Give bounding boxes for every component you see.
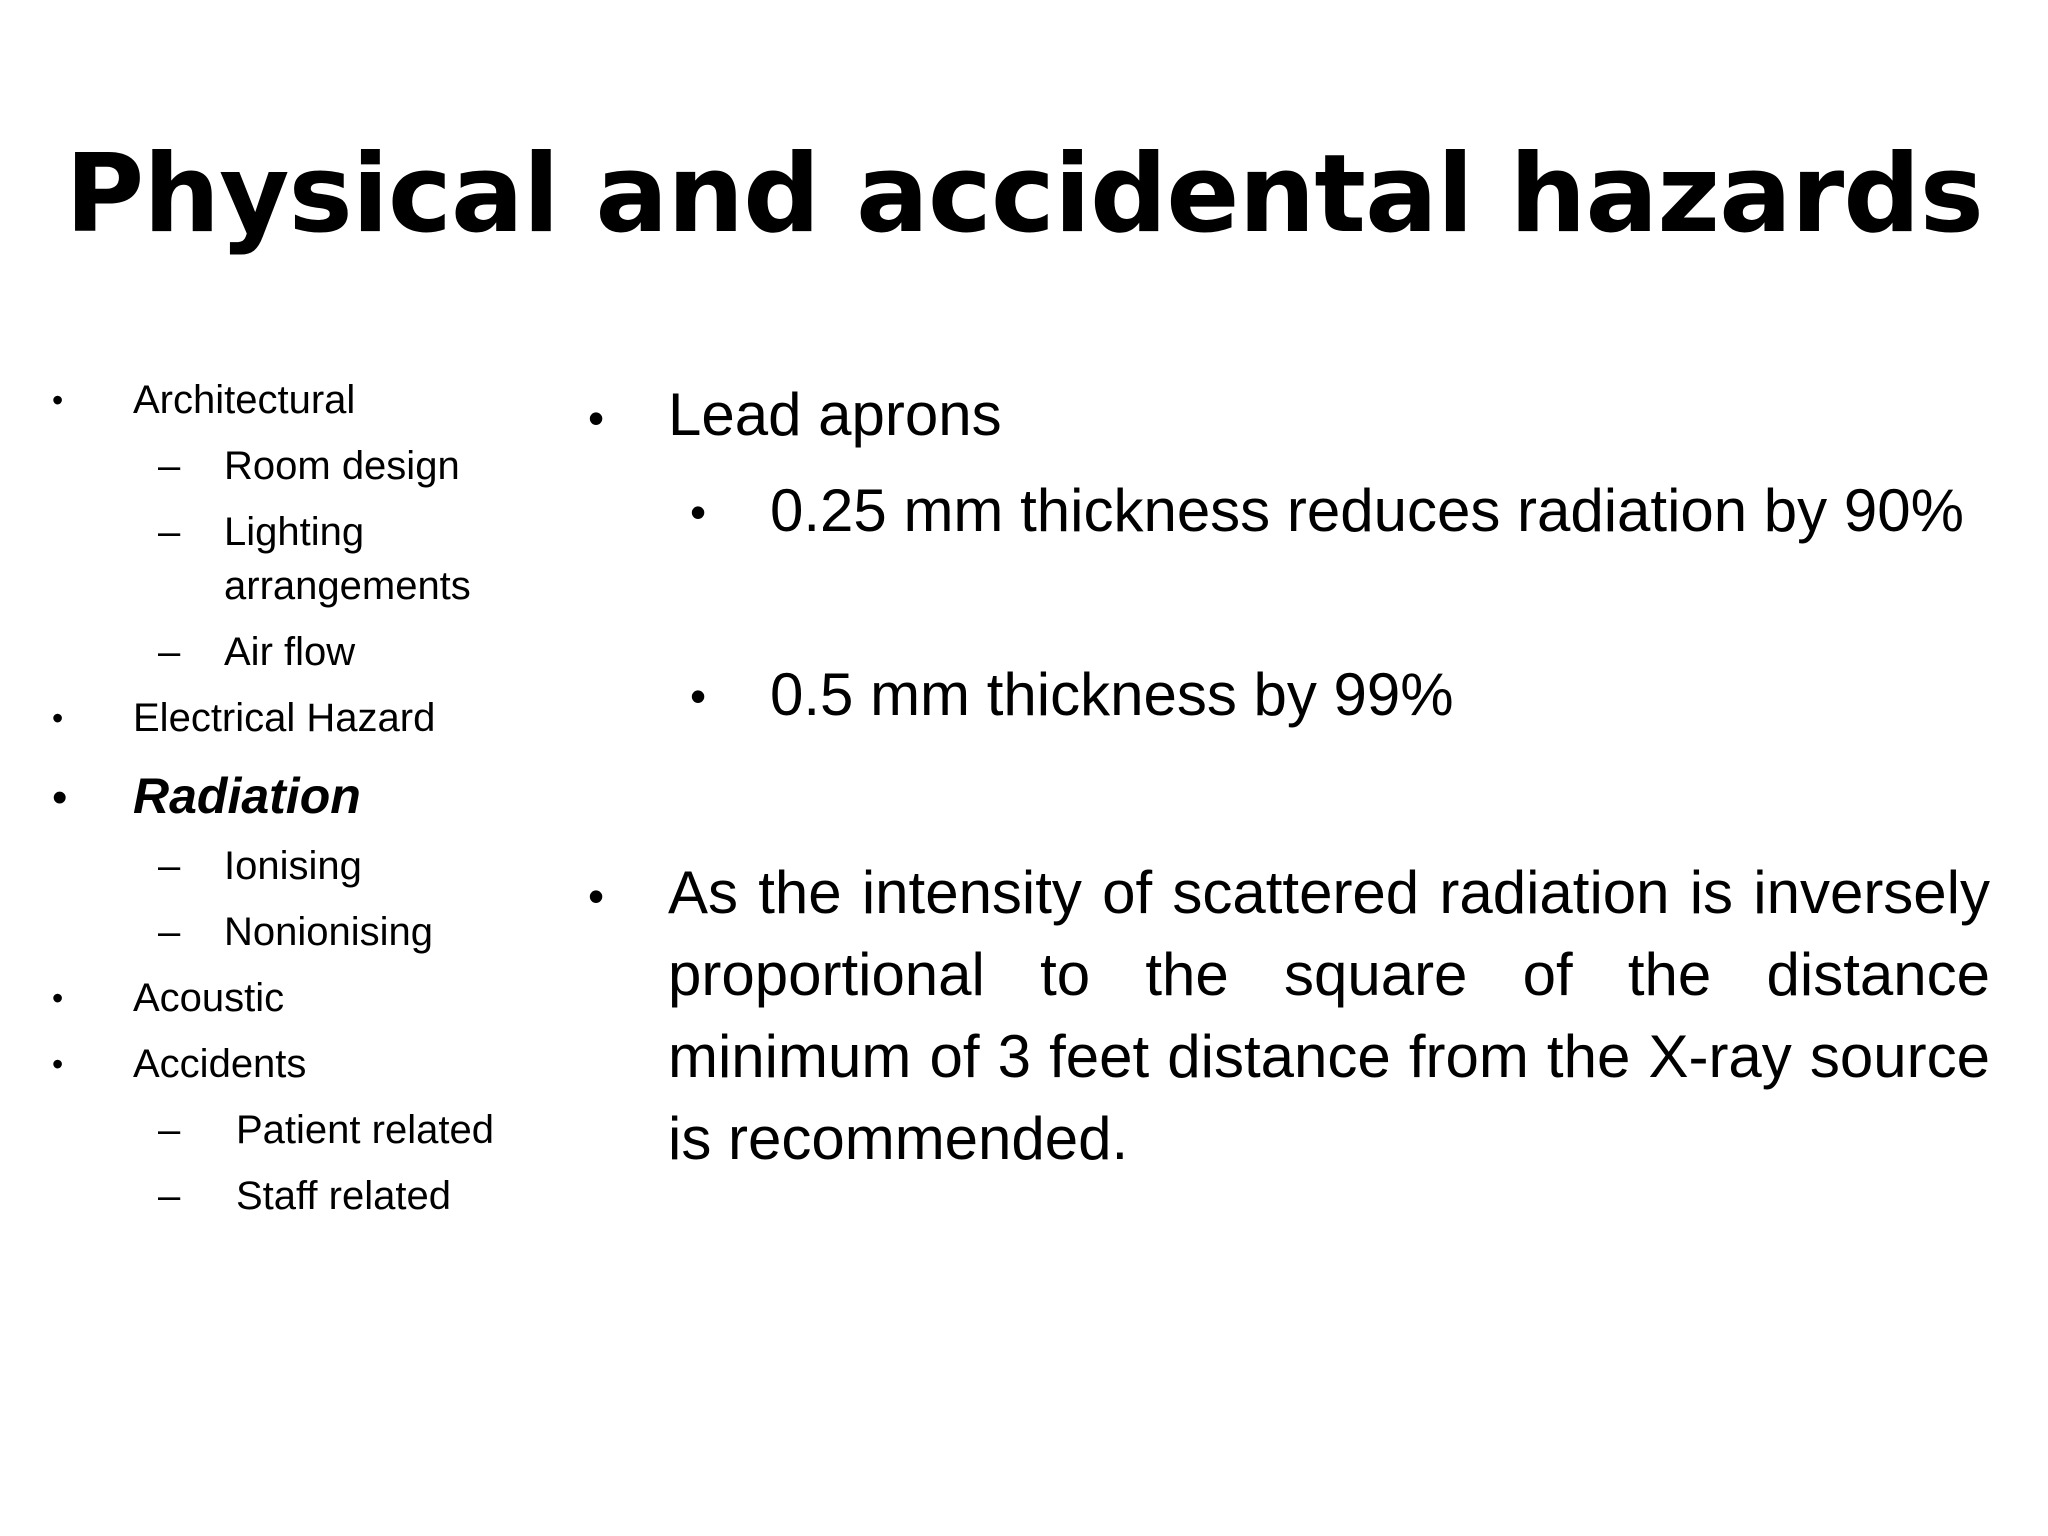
slide-title: Physical and accidental hazards (65, 132, 1983, 257)
bullet-icon: • (690, 486, 707, 538)
item-ionising: Ionising (224, 844, 362, 888)
dash-icon: – (158, 844, 181, 888)
item-acoustic: Acoustic (133, 976, 285, 1020)
item-sub-05mm: 0.5 mm thickness by 99% (770, 661, 1454, 728)
dash-icon: – (158, 1174, 181, 1218)
item-lead-aprons: Lead aprons (668, 381, 1002, 448)
item-patient-related: Patient related (236, 1108, 494, 1152)
item-distance-paragraph: As the intensity of scattered radiation is inversely proportional to the square of the distance minimum of 3 feet distance from the X-ray source is recommended. (668, 859, 1990, 1172)
item-lighting-line1: Lighting (224, 510, 365, 554)
item-radiation: Radiation (133, 768, 361, 824)
bullet-icon: • (52, 773, 68, 822)
item-room-design: Room design (224, 444, 460, 488)
item-lighting-line2: arrangements (224, 564, 471, 608)
item-electrical-hazard: Electrical Hazard (133, 696, 436, 740)
item-sub-025mm: 0.25 mm thickness reduces radiation by 90% (770, 477, 1964, 544)
item-nonionising: Nonionising (224, 910, 434, 954)
bullet-icon: • (690, 670, 707, 722)
item-staff-related: Staff related (236, 1174, 451, 1218)
item-architectural: Architectural (133, 378, 356, 422)
item-air-flow: Air flow (224, 630, 356, 674)
bullet-icon: • (52, 980, 64, 1016)
bullet-icon: • (52, 382, 64, 418)
dash-icon: – (158, 510, 181, 554)
dash-icon: – (158, 1108, 181, 1152)
bullet-icon: • (52, 700, 64, 736)
bullet-icon: • (52, 1046, 64, 1082)
dash-icon: – (158, 444, 181, 488)
bullet-icon: • (588, 870, 605, 922)
item-accidents: Accidents (133, 1042, 307, 1086)
dash-icon: – (158, 630, 181, 674)
dash-icon: – (158, 910, 181, 954)
left-topic-list (0, 0, 580, 1536)
bullet-icon: • (588, 392, 605, 444)
